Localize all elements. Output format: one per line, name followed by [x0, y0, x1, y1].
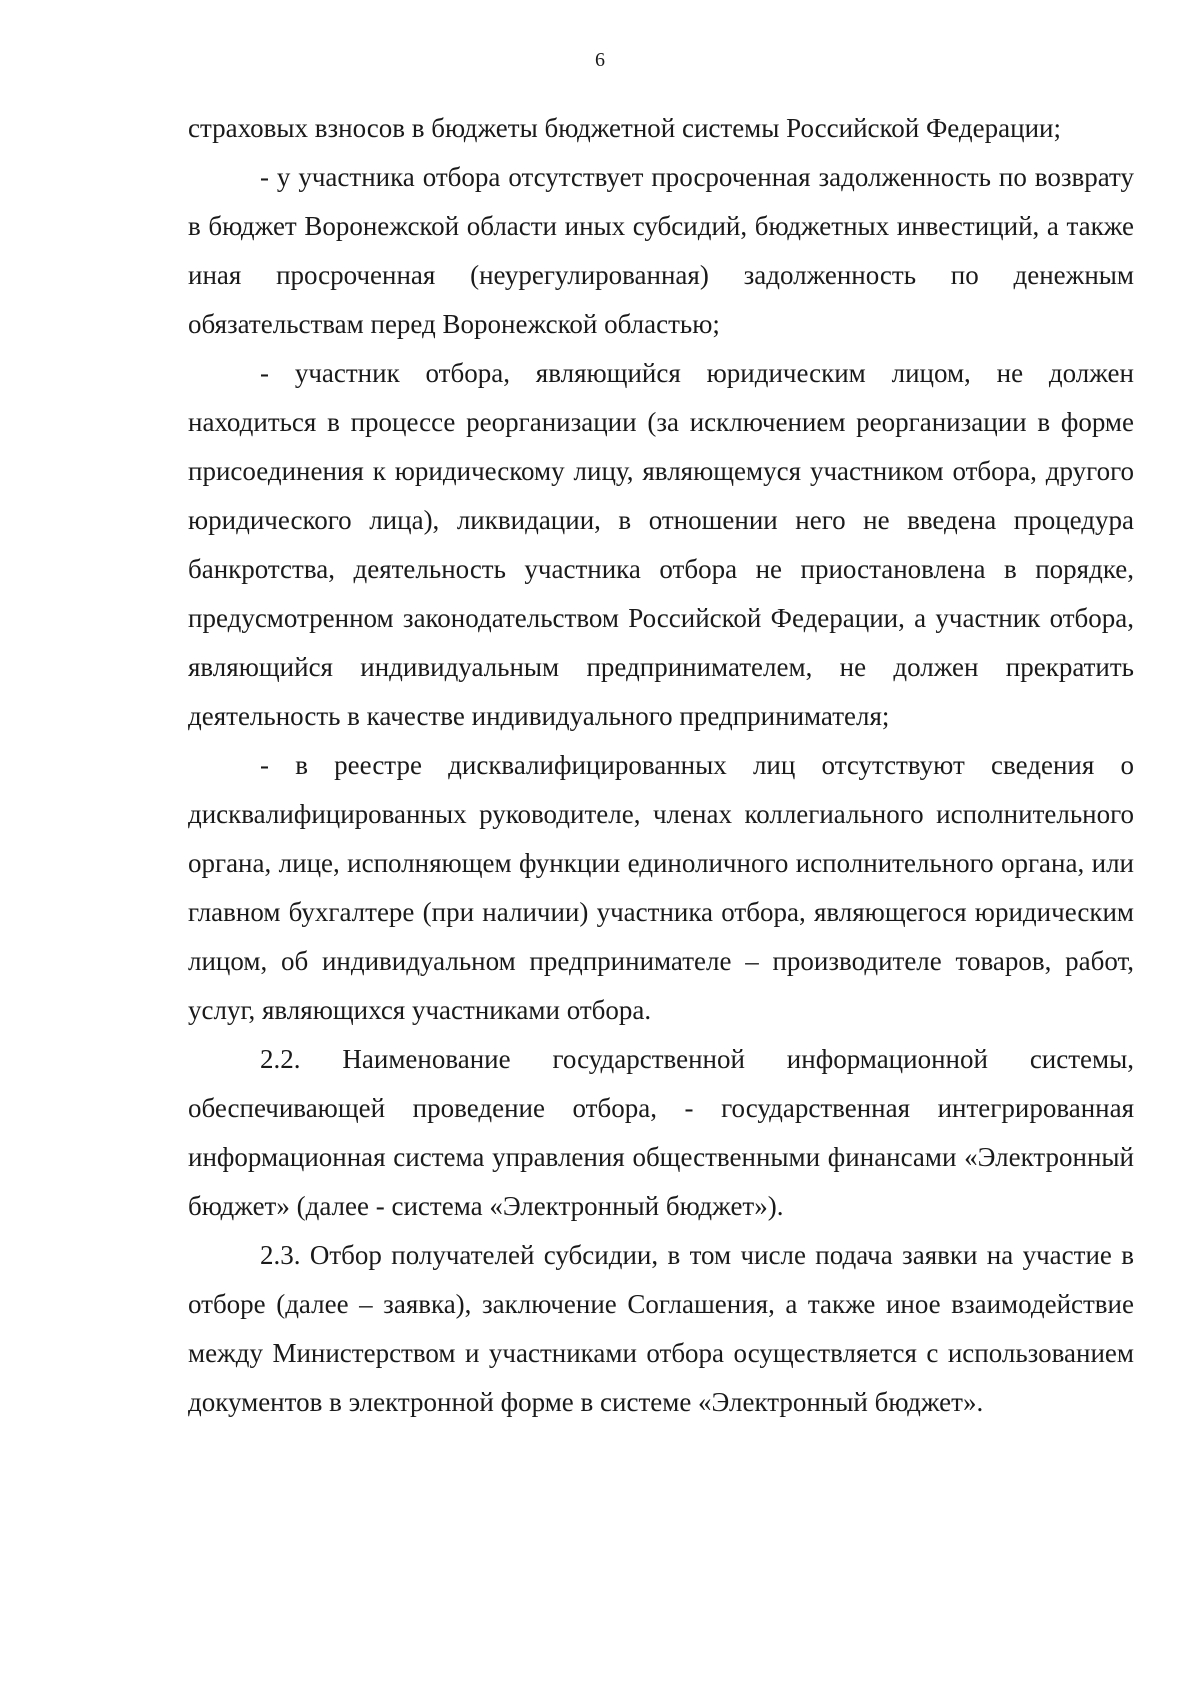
paragraph-continuation: страховых взносов в бюджеты бюджетной системы Российской Федерации;	[188, 113, 1061, 143]
paragraph-section-2-2: 2.2. Наименование государственной информационной системы, обеспечивающей проведение отбора, - государственная интегрированная информационная система управления общественными финансами «Электронный бюджет» (далее - система «Электронный бюджет»).	[188, 1044, 1134, 1221]
paragraph-no-overdue-debt: - у участника отбора отсутствует просроченная задолженность по возврату в бюджет Воронежской области иных субсидий, бюджетных инвестиций, а также иная просроченная (неурегулированная) задолженность по денежным обязательствам перед Воронежской областью;	[188, 162, 1134, 339]
paragraph-disqualified-registry: - в реестре дисквалифицированных лиц отсутствуют сведения о дисквалифицированных руководителе, членах коллегиального исполнительного органа, лице, исполняющем функции единоличного исполнительного органа, или главном бухгалтере (при наличии) участника отбора, являющегося юридическим лицом, об индивидуальном предпринимателе – производителе товаров, работ, услуг, являющихся участниками отбора.	[188, 750, 1134, 1025]
document-body	[188, 104, 1134, 1427]
paragraph-section-2-3: 2.3. Отбор получателей субсидии, в том числе подача заявки на участие в отборе (далее – заявка), заключение Соглашения, а также иное взаимодействие между Министерством и участниками отбора осуществляется с использованием документов в электронной форме в системе «Электронный бюджет».	[188, 1240, 1134, 1417]
page-number: 6	[595, 49, 605, 71]
paragraph-no-reorganization: - участник отбора, являющийся юридическим лицом, не должен находиться в процессе реорганизации (за исключением реорганизации в форме присоединения к юридическому лицу, являющемуся участником отбора, другого юридического лица), ликвидации, в отношении него не введена процедура банкротства, деятельность участника отбора не приостановлена в порядке, предусмотренном законодательством Российской Федерации, а участник отбора, являющийся индивидуальным предпринимателем, не должен прекратить деятельность в качестве индивидуального предпринимателя;	[188, 358, 1134, 731]
